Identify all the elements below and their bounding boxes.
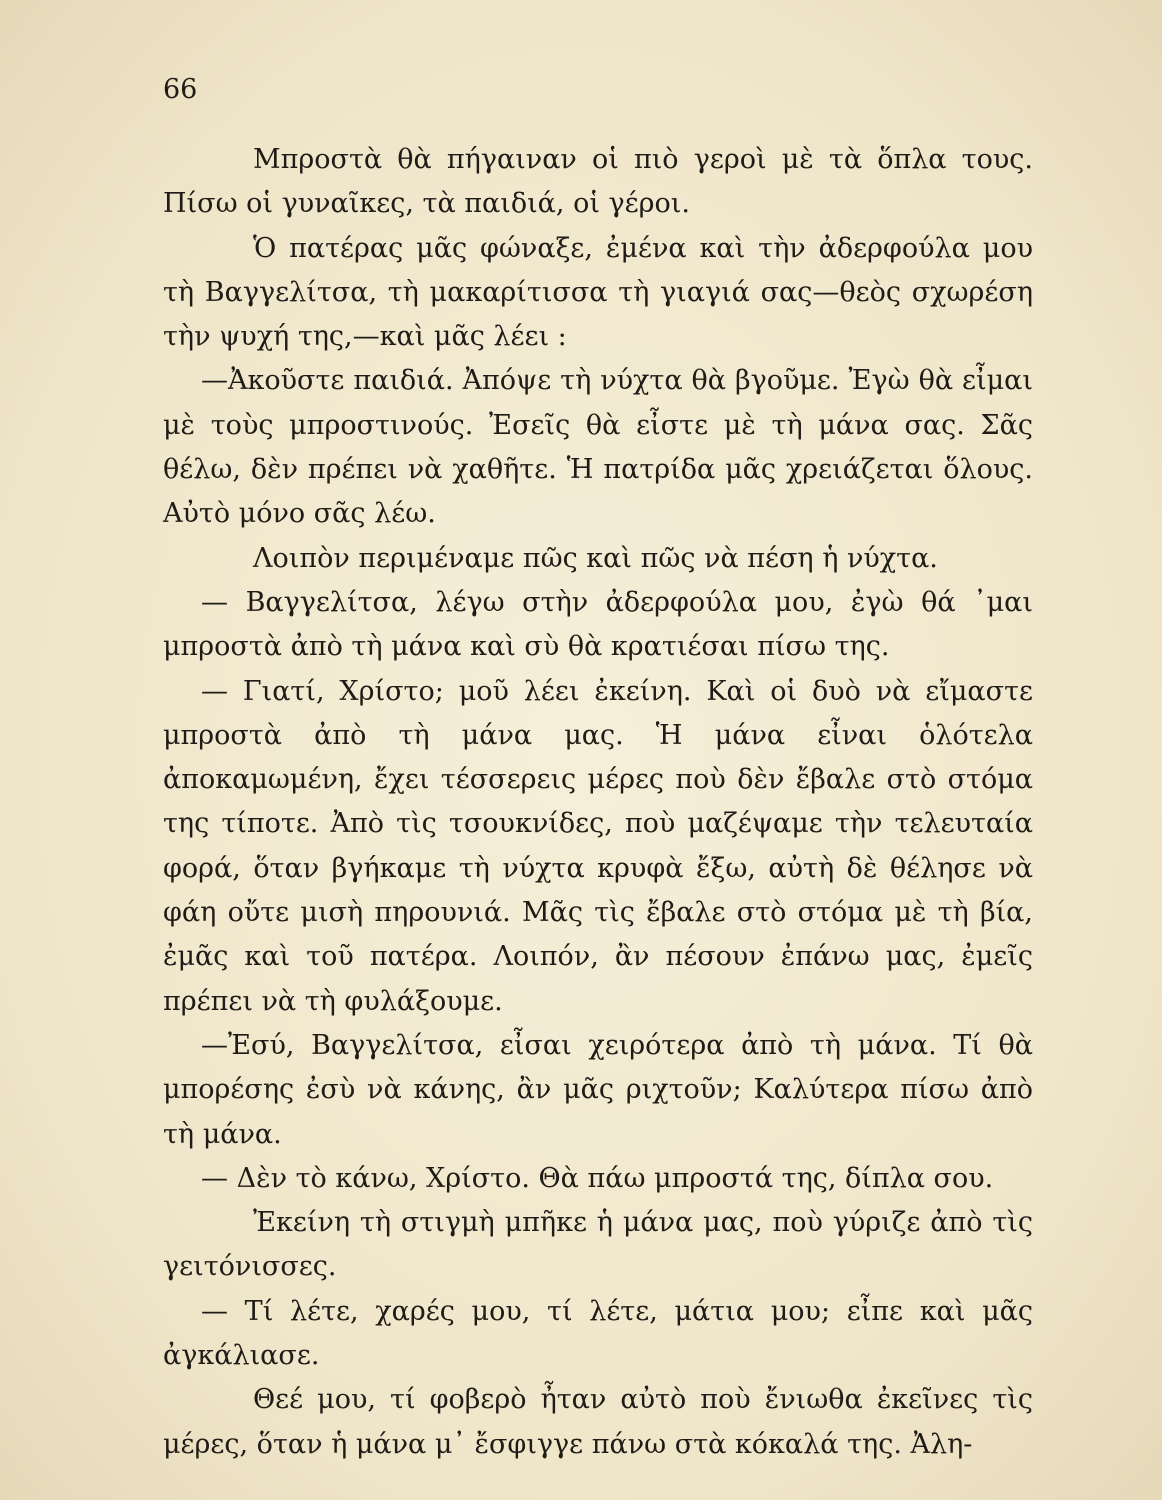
- paragraph-4: Λοιπὸν περιμέναμε πῶς καὶ πῶς νὰ πέση ἡ νύχτα.: [253, 542, 938, 574]
- paragraph-1: Μπροστὰ θὰ πήγαιναν οἱ πιὸ γεροὶ μὲ τὰ ὅπλα τους. Πίσω οἱ γυναῖκες, τὰ παιδιά, οἱ γέροι.: [163, 144, 1033, 220]
- paragraph-6: — Γιατί, Χρίστο; μοῦ λέει ἐκείνη. Καὶ οἱ δυὸ νὰ εἴμαστε μπροστὰ ἀπὸ τὴ μάνα μας. Ἡ μάνα εἶναι ὁλότελα ἀποκαμωμένη, ἔχει τέσσερεις μέρες ποὺ δὲν ἔβαλε στὸ στόμα της τίποτε. Ἀπὸ τὶς τσουκνίδες, ποὺ μαζέψαμε τὴν τελευταία φορά, ὅταν βγήκαμε τὴ νύχτα κρυφὰ ἔξω, αὐτὴ δὲ θέλησε νὰ φάη οὔτε μισὴ πηρουνιά. Μᾶς τὶς ἔβαλε στὸ στόμα μὲ τὴ βία, ἐμᾶς καὶ τοῦ πατέρα. Λοιπόν, ἂν πέσουν ἐπάνω μας, ἐμεῖς πρέπει νὰ τὴ φυλάξουμε.: [163, 675, 1033, 1017]
- paragraph-11: Θεέ μου, τί φοβερὸ ἦταν αὐτὸ ποὺ ἔνιωθα ἐκεῖνες τὶς μέρες, ὅταν ἡ μάνα μ᾽ ἔσφιγγε πάνω στὰ κόκαλά της. Ἀλη-: [163, 1384, 1033, 1460]
- paragraph-7: —Ἐσύ, Βαγγελίτσα, εἶσαι χειρότερα ἀπὸ τὴ μάνα. Τί θὰ μπορέσης ἐσὺ νὰ κάνης, ἂν μᾶς ριχτοῦν; Καλύτερα πίσω ἀπὸ τὴ μάνα.: [163, 1029, 1033, 1150]
- body-text: [163, 138, 1033, 1467]
- paragraph-8: — Δὲν τὸ κάνω, Χρίστο. Θὰ πάω μπροστά της, δίπλα σου.: [201, 1162, 994, 1194]
- paragraph-2: Ὁ πατέρας μᾶς φώναξε, ἐμένα καὶ τὴν ἀδερφούλα μου τὴ Βαγγελίτσα, τὴ μακαρίτισσα τὴ γιαγιά σας—θεὸς σχωρέση τὴν ψυχή της,—καὶ μᾶς λέει :: [163, 232, 1033, 353]
- paragraph-10: — Τί λέτε, χαρές μου, τί λέτε, μάτια μου; εἶπε καὶ μᾶς ἀγκάλιασε.: [163, 1295, 1033, 1372]
- paragraph-5: — Βαγγελίτσα, λέγω στὴν ἀδερφούλα μου, ἐγὼ θά ᾽μαι μπροστὰ ἀπὸ τὴ μάνα καὶ σὺ θὰ κρατιέσαι πίσω της.: [163, 586, 1033, 663]
- page-number: 66: [163, 74, 198, 105]
- paragraph-3: —Ἀκοῦστε παιδιά. Ἀπόψε τὴ νύχτα θὰ βγοῦμε. Ἐγὼ θὰ εἶμαι μὲ τοὺς μπροστινούς. Ἐσεῖς θὰ εἶστε μὲ τὴ μάνα σας. Σᾶς θέλω, δὲν πρέπει νὰ χαθῆτε. Ἡ πατρίδα μᾶς χρειάζεται ὅλους. Αὐτὸ μόνο σᾶς λέω.: [163, 365, 1033, 530]
- paragraph-9: Ἐκείνη τὴ στιγμὴ μπῆκε ἡ μάνα μας, ποὺ γύριζε ἀπὸ τὶς γειτόνισσες.: [163, 1207, 1033, 1283]
